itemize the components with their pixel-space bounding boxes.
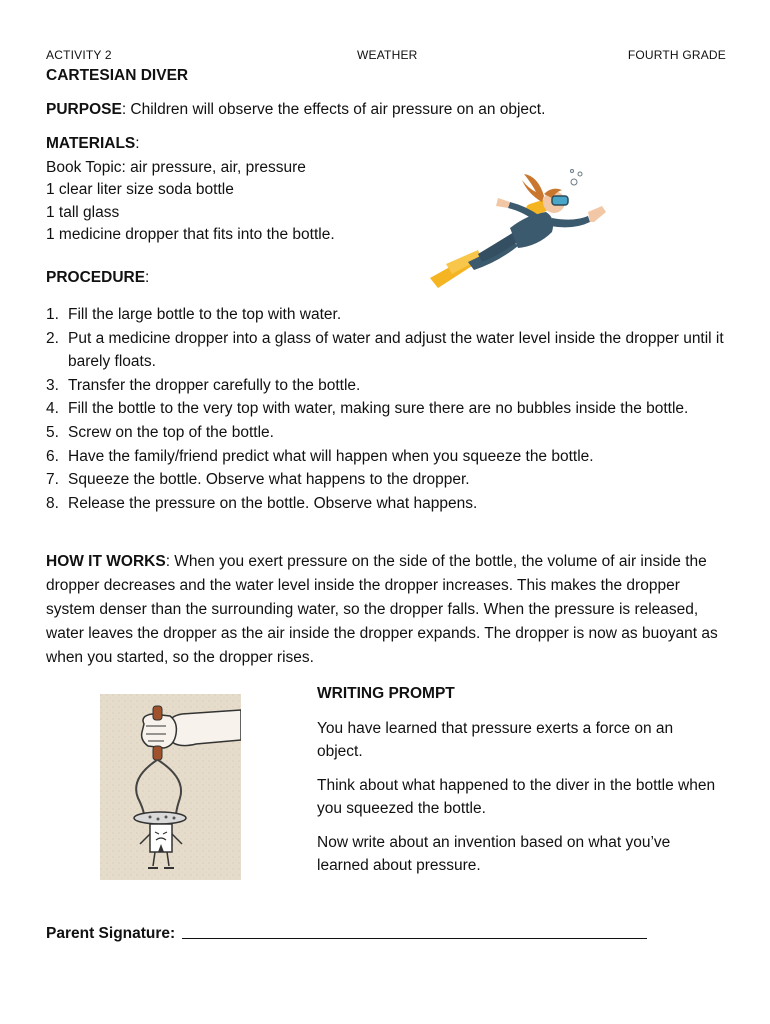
header-activity: ACTIVITY 2 (46, 48, 112, 62)
worksheet-title: CARTESIAN DIVER (46, 67, 189, 84)
purpose-label: PURPOSE (46, 101, 122, 118)
writing-prompt-title: WRITING PROMPT (317, 685, 455, 702)
procedure-heading: PROCEDURE: (46, 269, 150, 286)
purpose-text: : Children will observe the effects of air pressure on an object. (121, 101, 546, 118)
materials-list (46, 157, 335, 246)
materials-heading: MATERIALS: (46, 135, 140, 152)
procedure-step: 2. Put a medicine dropper into a glass of water and adjust the water level inside the dropper until it barely floats. (46, 329, 724, 371)
procedure-step: 5. Screw on the top of the bottle. (46, 423, 274, 441)
parent-signature (46, 924, 647, 943)
writing-prompt (317, 682, 717, 888)
materials-item: Book Topic: air pressure, air, pressure (46, 159, 306, 176)
materials-label: MATERIALS (46, 135, 136, 152)
procedure-step: 4. Fill the bottle to the very top with water, making sure there are no bubbles inside the bottle. (46, 400, 689, 418)
how-it-works-text: : When you exert pressure on the side of the bottle, the volume of air inside the dropper decreases and the water level inside the dropper increases. This makes the dropper system denser than the surrounding water, so the dropper falls. When the pressure is released, water leaves the dropper as the air inside the dropper expands. The dropper is now as buoyant as when you started, so the dropper rises. (46, 553, 718, 666)
header-subject: WEATHER (357, 48, 418, 62)
writing-prompt-paragraph: You have learned that pressure exerts a force on an object. (317, 720, 674, 760)
procedure-step: 3. Transfer the dropper carefully to the bottle. (46, 376, 361, 394)
procedure-steps (46, 303, 726, 515)
hand-pressing-masher-on-figure-illustration (100, 694, 241, 880)
materials-item: 1 medicine dropper that fits into the bottle. (46, 225, 335, 243)
how-it-works-paragraph (46, 550, 728, 670)
materials-item: 1 tall glass (46, 203, 120, 221)
procedure-step: 8. Release the pressure on the bottle. Observe what happens. (46, 494, 478, 512)
how-it-works-label: HOW IT WORKS (46, 553, 166, 570)
scuba-diver-illustration (428, 166, 613, 291)
writing-prompt-paragraph: Think about what happened to the diver in the bottle when you squeezed the bottle. (317, 777, 716, 817)
writing-prompt-paragraph: Now write about an invention based on what you’ve learned about pressure. (317, 834, 671, 874)
procedure-label: PROCEDURE (46, 269, 146, 286)
materials-item: 1 clear liter size soda bottle (46, 181, 234, 199)
header-grade: FOURTH GRADE (627, 48, 726, 62)
procedure-step: 1. Fill the large bottle to the top with water. (46, 306, 342, 323)
purpose-line (46, 101, 545, 119)
procedure-step: 7. Squeeze the bottle. Observe what happens to the dropper. (46, 471, 470, 489)
parent-signature-label: Parent Signature: (46, 925, 180, 942)
parent-signature-line[interactable] (182, 924, 647, 939)
procedure-step: 6. Have the family/friend predict what will happen when you squeeze the bottle. (46, 447, 594, 465)
